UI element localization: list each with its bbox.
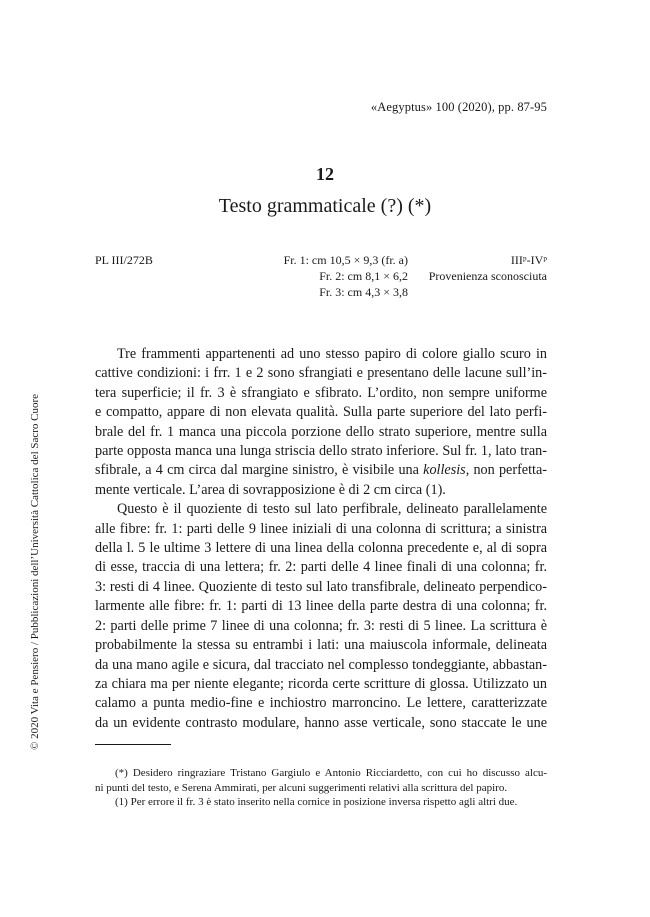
footnote-line: (*) Desidero ringraziare Tristano Gargiulo e Antonio Ricciardetto, con cui ho discusso alcu- [115,767,547,779]
text-segment: , non perfetta- [465,462,547,479]
footnote-star [95,766,547,795]
inventory-label: PL III/272B [95,253,153,267]
text-line: da un evidente contrasto modulare, hanno asse verticale, sono staccate le une [95,714,547,731]
body-text [95,345,547,733]
text-line: tera superficie; il fr. 3 è sfrangiato e sfibrato. L’ordito, non sempre uniforme [95,384,547,401]
copyright-notice: © 2020 Vita e Pensiero / Pubblicazioni dell’Università Cattolica del Sacro Cuore [29,393,41,750]
footnote-divider [95,744,171,745]
text-line: larmente alle fibre: fr. 1: parti di 13 linee della parte destra di una colonna; fr. [95,598,547,615]
text-line: mente verticale. L’area di sovrapposizione è di 2 cm circa (1). [95,481,446,498]
fragment-1-dimensions: Fr. 1: cm 10,5 × 9,3 (fr. a) [283,253,408,267]
date-provenance [429,252,547,284]
text-line: 3: resti di 4 linee. Quoziente di testo sul lato transfibrale, delineato perpendico- [95,578,547,595]
text-line: della l. 5 le ultime 3 lettere di una linea della colonna precedente e, al di sopra [95,540,547,557]
provenance: Provenienza sconosciuta [428,269,547,283]
text-segment: sfibrale, a 4 cm circa dal margine sinistro, è visibile una [95,462,424,479]
paper-title: Testo grammaticale (?) (*) [218,195,432,217]
text-line: brale del fr. 1 manca una piccola porzione dello strato superiore, mentre sulla [95,423,547,440]
text-line: di esse, traccia di una lettera; fr. 2: parti delle 4 linee finali di una colonna; fr. [95,559,547,576]
fragment-3-dimensions: Fr. 3: cm 4,3 × 3,8 [319,285,408,299]
text-line: calamo a punta medio-fine e inchiostro marroncino. Le lettere, caratterizzate [95,695,547,712]
paragraph-1 [95,345,547,500]
footnote-1 [95,795,547,810]
text-line: 2: parti delle prime 7 linee di una colonna; fr. 3: resti di 5 linee. La scrittura è [95,617,547,634]
text-line: Questo è il quoziente di testo sul lato perfibrale, delineato parallelamente [117,501,547,518]
text-line: e compatto, appare di non elevata qualità. Sulla parte superiore del lato perfi- [95,404,547,421]
text-line [95,461,547,480]
text-line: parte opposta manca una lunga striscia dello strato inferiore. Sul fr. 1, lato tran- [95,443,547,460]
fragment-2-dimensions: Fr. 2: cm 8,1 × 6,2 [319,269,408,283]
kollesis-term: kollesis [423,462,466,479]
fragment-dimensions [258,252,408,300]
journal-reference: «Aegyptus» 100 (2020), pp. 87-95 [370,100,547,114]
text-line: da una mano agile e sicura, dal tracciato nel complesso tondeggiante, abbastan- [95,656,547,673]
date-range: IIIᵖ-IVᵖ [510,253,547,267]
footnote-line: ni punti del testo, e Serena Ammirati, per alcuni suggerimenti relativi alla scrittura del papiro. [95,781,508,794]
text-line: cattive condizioni: i frr. 1 e 2 sono sfrangiati e presentano delle lacune sull’in- [95,365,547,382]
text-line: Tre frammenti appartenenti ad uno stesso papiro di colore giallo scuro in [117,346,547,362]
text-line: alle fibre: fr. 1: parti delle 9 linee iniziali di una colonna di scrittura; a sinistra [95,520,547,537]
footnote-line: (1) Per errore il fr. 3 è stato inserito nella cornice in posizione inversa rispetto agli altri due. [115,796,518,809]
inventory-number [95,252,153,268]
text-line: za chiara ma per niente elegante; ricorda certe scritture di glossa. Utilizzato un [95,675,547,692]
footnotes [95,766,547,810]
paragraph-2 [95,500,547,733]
text-line: probabilmente la stessa su entrambi i lati: una maiuscola informale, delineata [95,637,547,654]
paper-number: 12 [316,164,334,184]
